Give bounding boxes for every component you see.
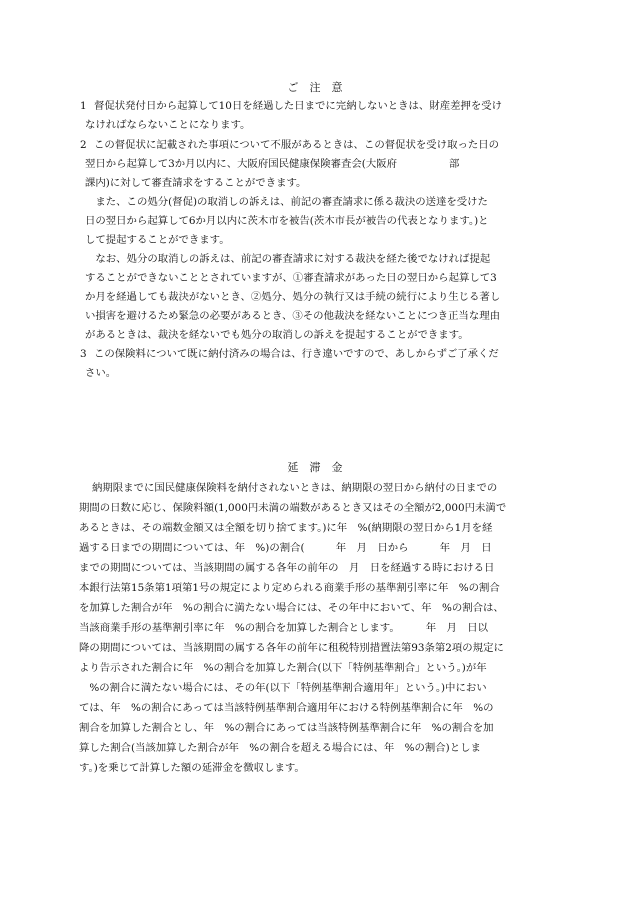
notice-item-2-line: 課内)に対して審査請求をすることができます。 — [85, 177, 307, 189]
delinquency-line: までの期間については、当該期間の属する各年の前年の 月 日を経過する時における日 — [79, 562, 495, 574]
notice-item-1-number: 1 — [80, 100, 87, 112]
notice-item-2-line: 翌日から起算して3か月以内に、大阪府国民健康保険審査会(大阪府 部 — [85, 158, 460, 170]
delinquency-line: す。)を乗じて計算した額の延滞金を徴収します。 — [79, 762, 305, 774]
notice-item-1-line: なければならないことになります。 — [85, 119, 251, 131]
delinquency-line: 当該商業手形の基準割引率に年 %の割合を加算した割合とします。 年 月 日以 — [79, 622, 489, 634]
notice-item-2-number: 2 — [80, 139, 87, 151]
delinquency-line: 割合を加算した割合とし、年 %の割合にあっては当該特例基準割合に年 %の割合を加 — [79, 722, 494, 734]
delinquency-line: より告示された割合に年 %の割合を加算した割合(以下「特例基準割合」という。)が年 — [79, 662, 487, 674]
notice-item-2-line: なお、処分の取消しの訴えは、前記の審査請求に対する裁決を経た後でなければ提起 — [85, 253, 491, 265]
delinquency-line: 算した割合(当該加算した割合が年 %の割合を超える場合には、年 %の割合)としま — [79, 742, 481, 754]
notice-item-3-line: さい。 — [85, 367, 117, 379]
notice-item-1-line: 督促状発付日から起算して10日を経過した日までに完納しないときは、財産差押を受け — [94, 100, 503, 112]
delinquency-line: %の割合に満たない場合には、その年(以下「特例基準割合適用年」という。)中におい — [79, 682, 487, 694]
delinquency-line: 過する日までの期間については、年 %)の割合( 年 月 日から 年 月 日 — [79, 542, 492, 554]
notice-item-2-line: また、この処分(督促)の取消しの訴えは、前記の審査請求に係る裁決の送達を受けた — [85, 196, 488, 208]
notice-item-2-line: することができないこととされていますが、①審査請求があった日の翌日から起算して3 — [85, 272, 497, 284]
notice-item-2-line: この督促状に記載された事項について不服があるときは、この督促状を受け取った日の — [94, 139, 500, 151]
delinquency-title: 延 滞 金 — [287, 461, 343, 474]
delinquency-line: ては、年 %の割合にあっては当該特例基準割合適用年における特例基準割合に年 %の — [79, 702, 494, 714]
notice-item-2-line: 日の翌日から起算して6か月以内に茨木市を被告(茨木市長が被告の代表となります。)と — [85, 215, 489, 227]
delinquency-line: 本銀行法第15条第1項第1号の規定により定められる商業手形の基準割引率に年 %の割合 — [79, 582, 500, 594]
notice-item-2-line: があるときは、裁決を経ないでも処分の取消しの訴えを提起することができます。 — [85, 329, 469, 341]
delinquency-line: 期間の日数に応じ、保険料額(1,000円未満の端数があるとき又はその全額が2,000円未満で — [79, 502, 507, 514]
delinquency-line: 降の期間については、当該期間の属する各年の前年に租税特別措置法第93条第2項の規定に — [79, 642, 504, 654]
notice-item-3-line: この保険料について既に納付済みの場合は、行き違いですので、あしからずご了承くだ — [94, 348, 499, 360]
notice-item-2-line: か月を経過しても裁決がないとき、②処分、処分の執行又は手続の続行により生じる著し — [85, 291, 501, 303]
delinquency-line: を加算した割合が年 %の割合に満たない場合には、その年中において、年 %の割合は、 — [79, 602, 504, 614]
notice-title: ご 注 意 — [287, 81, 343, 94]
notice-item-2-line: い損害を避けるため緊急の必要があるとき、③その他裁決を経ないことにつき正当な理由 — [85, 310, 500, 322]
delinquency-line: あるときは、その端数金額又は全額を切り捨てます。)に年 %(納期限の翌日から1月を経 — [79, 522, 493, 534]
notice-item-3-number: 3 — [80, 348, 87, 360]
notice-item-2-line: して提起することができます。 — [85, 234, 230, 246]
delinquency-line: 納期限までに国民健康保険料を納付されないときは、納期限の翌日から納付の日までの — [92, 482, 498, 494]
